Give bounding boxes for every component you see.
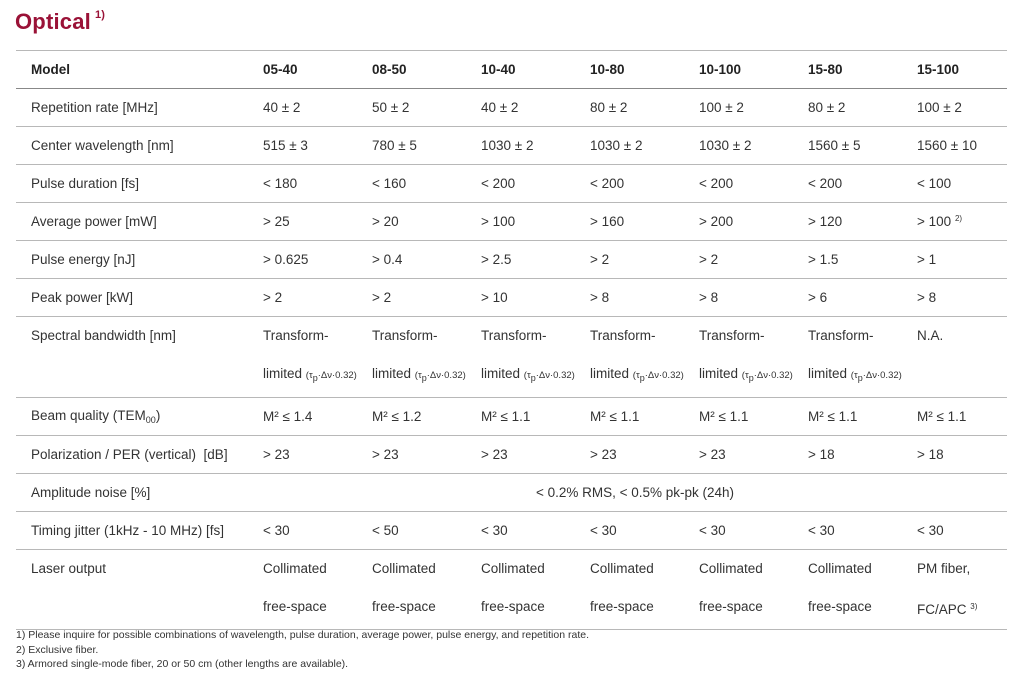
header-cell: 08-50 <box>357 51 466 89</box>
table-row-peak-power <box>16 279 1007 317</box>
table-cell: 515 ± 3 <box>248 127 357 165</box>
table-row-amplitude-noise <box>16 474 1007 512</box>
table-cell: > 120 <box>793 203 902 241</box>
table-cell: < 30 <box>902 512 1007 550</box>
table-cell: > 23 <box>248 436 357 474</box>
table-row-beam-quality <box>16 398 1007 436</box>
table-cell: > 2 <box>357 279 466 317</box>
table-cell: 1030 ± 2 <box>575 127 684 165</box>
table-cell: Collimated free-space <box>248 550 357 630</box>
table-cell: < 160 <box>357 165 466 203</box>
table-cell: Transform- limited $(\tau_p\cdot\Delta\nu\cdot 0.32)$ <box>793 317 902 398</box>
table-cell: < 200 <box>684 165 793 203</box>
table-cell: M² ≤ 1.1 <box>684 398 793 436</box>
table-cell: N.A. <box>902 317 1007 398</box>
row-label: Timing jitter (1kHz - 10 MHz) [fs] <box>16 512 248 550</box>
header-cell: 15-100 <box>902 51 1007 89</box>
table-cell-merged: < 0.2% RMS, < 0.5% pk-pk (24h) <box>248 474 1007 512</box>
table-cell: Transform- limited $(\tau_p\cdot\Delta\nu\cdot 0.32)$ <box>684 317 793 398</box>
table-cell: M² ≤ 1.1 <box>466 398 575 436</box>
footnotes <box>16 628 589 672</box>
table-cell: > 10 <box>466 279 575 317</box>
header-cell: Model <box>16 51 248 89</box>
table-row-repetition-rate <box>16 89 1007 127</box>
table-row-timing-jitter <box>16 512 1007 550</box>
header-cell: 15-80 <box>793 51 902 89</box>
table-cell: > 1 <box>902 241 1007 279</box>
table-cell: < 30 <box>466 512 575 550</box>
table-cell: > 23 <box>575 436 684 474</box>
table-cell: > 0.625 <box>248 241 357 279</box>
table-cell: > 6 <box>793 279 902 317</box>
table-cell: > 18 <box>902 436 1007 474</box>
header-cell: 10-40 <box>466 51 575 89</box>
optical-spec-table <box>16 50 1007 630</box>
table-cell: < 30 <box>575 512 684 550</box>
row-label: Polarization / PER (vertical) [dB] <box>16 436 248 474</box>
table-cell: 40 ± 2 <box>466 89 575 127</box>
row-label: Beam quality $(TEM_{00})$ <box>16 398 248 436</box>
table-row-pulse-duration <box>16 165 1007 203</box>
footnote: 2) Exclusive fiber. <box>16 643 99 656</box>
table-cell: > 200 <box>684 203 793 241</box>
table-cell: > 8 <box>575 279 684 317</box>
footnote-ref: 3) <box>970 602 978 611</box>
table-cell: M² ≤ 1.4 <box>248 398 357 436</box>
table-cell: Collimated free-space <box>684 550 793 630</box>
table-cell: < 200 <box>575 165 684 203</box>
footnote: 3) Armored single-mode fiber, 20 or 50 cm (other lengths are available). <box>16 658 349 670</box>
table-cell: 80 ± 2 <box>793 89 902 127</box>
table-cell: > 2 <box>248 279 357 317</box>
header-cell: 10-80 <box>575 51 684 89</box>
table-cell: < 30 <box>793 512 902 550</box>
table-cell: > 100 $^{2)}$ <box>902 203 1007 241</box>
row-label: Amplitude noise [%] <box>16 474 248 512</box>
title-footnote-ref: 1) <box>94 9 106 21</box>
table-row-laser-output <box>16 550 1007 630</box>
table-cell: > 0.4 <box>357 241 466 279</box>
table-row-spectral-bandwidth <box>16 317 1007 398</box>
row-label: Spectral bandwidth [nm] <box>16 317 248 398</box>
table-cell: > 25 <box>248 203 357 241</box>
table-cell: < 30 <box>684 512 793 550</box>
table-cell: M² ≤ 1.1 <box>793 398 902 436</box>
table-cell: Collimated free-space <box>575 550 684 630</box>
table-cell: Transform- limited $(\tau_p\cdot\Delta\nu\cdot 0.32)$ <box>248 317 357 398</box>
table-cell: > 8 <box>902 279 1007 317</box>
row-label: Center wavelength [nm] <box>16 127 248 165</box>
table-cell: < 30 <box>248 512 357 550</box>
table-cell: Transform- limited $(\tau_p\cdot\Delta\nu\cdot 0.32)$ <box>466 317 575 398</box>
row-label: Repetition rate [MHz] <box>16 89 248 127</box>
table-cell: > 2 <box>575 241 684 279</box>
header-cell: 10-100 <box>684 51 793 89</box>
table-cell: 100 ± 2 <box>684 89 793 127</box>
table-cell: < 200 <box>466 165 575 203</box>
table-cell: PM fiber, FC/APC $^{3)}$ <box>902 550 1007 630</box>
row-label: Laser output <box>16 550 248 630</box>
table-cell: > 20 <box>357 203 466 241</box>
table-cell: > 160 <box>575 203 684 241</box>
table-cell: > 2.5 <box>466 241 575 279</box>
table-cell: < 200 <box>793 165 902 203</box>
table-cell: M² ≤ 1.2 <box>357 398 466 436</box>
table-cell: 40 ± 2 <box>248 89 357 127</box>
table-cell: M² ≤ 1.1 <box>575 398 684 436</box>
table-cell: > 1.5 <box>793 241 902 279</box>
table-cell: Transform- limited $(\tau_p\cdot\Delta\nu\cdot 0.32)$ <box>575 317 684 398</box>
table-cell: 50 ± 2 <box>357 89 466 127</box>
table-cell: 1030 ± 2 <box>684 127 793 165</box>
table-cell: > 18 <box>793 436 902 474</box>
table-cell: Collimated free-space <box>357 550 466 630</box>
table-row-average-power <box>16 203 1007 241</box>
row-label: Peak power [kW] <box>16 279 248 317</box>
table-cell: 780 ± 5 <box>357 127 466 165</box>
header-cell: 05-40 <box>248 51 357 89</box>
table-cell: 1560 ± 5 <box>793 127 902 165</box>
table-cell: > 100 <box>466 203 575 241</box>
table-row-polarization <box>16 436 1007 474</box>
table-row-center-wavelength <box>16 127 1007 165</box>
row-label: Average power [mW] <box>16 203 248 241</box>
table-cell: 1560 ± 10 <box>902 127 1007 165</box>
table-cell: Collimated free-space <box>793 550 902 630</box>
table-row-pulse-energy <box>16 241 1007 279</box>
footnote-ref: 2) <box>954 214 963 223</box>
table-cell: > 23 <box>466 436 575 474</box>
table-cell: > 23 <box>684 436 793 474</box>
table-cell: Transform- limited $(\tau_p\cdot\Delta\nu\cdot 0.32)$ <box>357 317 466 398</box>
row-label: Pulse energy [nJ] <box>16 241 248 279</box>
table-cell: 1030 ± 2 <box>466 127 575 165</box>
table-cell: < 180 <box>248 165 357 203</box>
table-cell: > 23 <box>357 436 466 474</box>
section-title: Optical $^{1)}$ <box>15 9 106 34</box>
table-cell: > 2 <box>684 241 793 279</box>
table-cell: 100 ± 2 <box>902 89 1007 127</box>
row-label: Pulse duration [fs] <box>16 165 248 203</box>
table-cell: > 8 <box>684 279 793 317</box>
table-cell: < 100 <box>902 165 1007 203</box>
table-cell: Collimated free-space <box>466 550 575 630</box>
footnote: 1) Please inquire for possible combinations of wavelength, pulse duration, average power, pulse energy, and repetition rate. <box>16 629 589 641</box>
table-cell: 80 ± 2 <box>575 89 684 127</box>
table-cell: M² ≤ 1.1 <box>902 398 1007 436</box>
table-cell: < 50 <box>357 512 466 550</box>
table-header-row <box>16 51 1007 89</box>
